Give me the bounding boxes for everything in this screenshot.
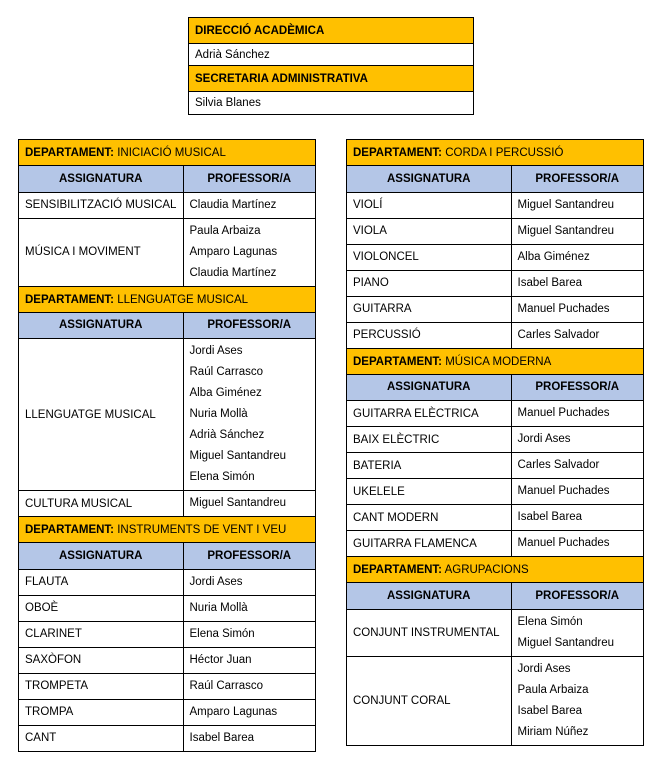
teacher-cell (511, 427, 643, 453)
table-row (19, 569, 315, 595)
teacher-name: Elena Simón (189, 627, 255, 640)
teacher-name: Miguel Santandreu (517, 198, 615, 211)
teacher-name: Manuel Puchades (517, 407, 610, 419)
subject-cell: UKELELE (347, 479, 511, 505)
right-column (346, 139, 644, 746)
department-header-llenguatge-musical (19, 287, 315, 313)
direction-box (188, 17, 474, 115)
teacher-name: Raúl Carrasco (189, 366, 263, 378)
teacher-name: Amparo Lagunas (189, 245, 278, 258)
column-header-teacher: PROFESSOR/A (511, 375, 643, 401)
column-header-subject: ASSIGNATURA (19, 313, 183, 339)
table-row (19, 218, 315, 286)
teacher-cell (183, 595, 315, 621)
subject-cell: OBOÈ (19, 595, 183, 621)
teacher-name: Carles Salvador (517, 459, 600, 471)
teacher-name: Nuria Mollà (189, 408, 248, 420)
subject-cell: GUITARRA (347, 296, 511, 322)
teacher-name: Elena Simón (189, 471, 255, 483)
teacher-name: Carles Salvador (517, 328, 600, 341)
column-header-teacher: PROFESSOR/A (183, 166, 315, 192)
department-name: CORDA I PERCUSSIÓ (445, 147, 564, 159)
teacher-name: Paula Arbaiza (517, 683, 589, 696)
teacher-cell (511, 531, 643, 557)
table-row (347, 401, 643, 427)
table-row (19, 725, 315, 751)
subject-cell: VIOLA (347, 218, 511, 244)
teacher-name: Amparo Lagunas (189, 705, 278, 718)
teacher-cell (183, 673, 315, 699)
subject-cell: CLARINET (19, 621, 183, 647)
teacher-cell (511, 244, 643, 270)
teacher-name: Alba Giménez (517, 250, 590, 263)
department-prefix: DEPARTAMENT: (353, 147, 443, 159)
teacher-cell (511, 218, 643, 244)
teacher-name: Elena Simón (517, 615, 583, 628)
teacher-cell (511, 401, 643, 427)
teacher-name: Manuel Puchades (517, 537, 610, 549)
teacher-name: Jordi Ases (189, 345, 243, 357)
table-row (19, 595, 315, 621)
subject-cell: BATERIA (347, 453, 511, 479)
department-name: INSTRUMENTS DE VENT I VEU (117, 524, 287, 536)
department-name: MÚSICA MODERNA (445, 355, 552, 368)
subject-cell: MÚSICA I MOVIMENT (19, 218, 183, 286)
teacher-cell (183, 569, 315, 595)
table-header-row (347, 166, 643, 192)
table-row (19, 673, 315, 699)
teacher-name: Manuel Puchades (517, 302, 610, 315)
teacher-cell (511, 609, 643, 656)
table-header-row (19, 543, 315, 569)
table-row (347, 453, 643, 479)
teacher-name: Jordi Ases (517, 433, 571, 445)
department-table (19, 166, 315, 287)
department-table (19, 543, 315, 751)
department-table (347, 166, 643, 349)
subject-cell: GUITARRA FLAMENCA (347, 531, 511, 557)
table-row (19, 339, 315, 491)
table-row (19, 192, 315, 218)
department-header-instruments-de-vent-i-veu (19, 517, 315, 543)
teacher-cell (183, 192, 315, 218)
department-name: LLENGUATGE MUSICAL (117, 293, 249, 306)
teacher-cell (183, 647, 315, 673)
column-header-subject: ASSIGNATURA (347, 583, 511, 609)
teacher-cell (511, 656, 643, 745)
column-header-teacher: PROFESSOR/A (511, 166, 643, 192)
subject-cell: CANT MODERN (347, 505, 511, 531)
teacher-cell (183, 725, 315, 751)
subject-cell: TROMPA (19, 699, 183, 725)
column-header-teacher: PROFESSOR/A (183, 313, 315, 339)
department-header-iniciacio-musical (19, 140, 315, 166)
academic-direction-header: DIRECCIÓ ACADÈMICA (189, 18, 473, 44)
teacher-name: Adrià Sánchez (189, 429, 265, 441)
left-column (18, 139, 316, 752)
table-row (347, 427, 643, 453)
teacher-cell (183, 339, 315, 491)
teacher-name: Isabel Barea (517, 276, 583, 289)
teacher-cell (511, 505, 643, 531)
table-row (347, 244, 643, 270)
table-row (347, 296, 643, 322)
teacher-name: Miriam Núñez (517, 725, 589, 738)
teacher-name: Claudia Martínez (189, 266, 277, 279)
teacher-cell (511, 296, 643, 322)
department-header-corda-i-percussio (347, 140, 643, 166)
subject-cell: SAXÒFON (19, 647, 183, 673)
subject-cell: VIOLÍ (347, 192, 511, 218)
subject-cell: FLAUTA (19, 569, 183, 595)
department-name: AGRUPACIONS (444, 564, 529, 576)
table-row (347, 609, 643, 656)
teacher-name: Miguel Santandreu (189, 450, 287, 462)
subject-cell: PERCUSSIÓ (347, 322, 511, 348)
department-prefix: DEPARTAMENT: (25, 524, 115, 536)
table-row (19, 491, 315, 517)
table-row (347, 479, 643, 505)
subject-cell: TROMPETA (19, 673, 183, 699)
teacher-name: Isabel Barea (517, 511, 583, 523)
department-prefix: DEPARTAMENT: (25, 293, 115, 306)
department-table (347, 375, 643, 558)
department-table (19, 313, 315, 518)
subject-cell: PIANO (347, 270, 511, 296)
academic-director-name: Adrià Sánchez (189, 44, 473, 66)
teacher-name: Jordi Ases (189, 575, 243, 588)
teacher-cell (183, 218, 315, 286)
teacher-name: Jordi Ases (517, 662, 571, 675)
department-table (347, 583, 643, 745)
teacher-cell (183, 699, 315, 725)
teacher-name: Nuria Mollà (189, 601, 248, 614)
teacher-name: Héctor Juan (189, 653, 252, 666)
column-header-teacher: PROFESSOR/A (511, 583, 643, 609)
subject-cell: VIOLONCEL (347, 244, 511, 270)
teacher-cell (511, 479, 643, 505)
teacher-cell (511, 322, 643, 348)
teacher-name: Alba Giménez (189, 387, 262, 399)
teacher-name: Raúl Carrasco (189, 679, 263, 692)
table-header-row (347, 375, 643, 401)
department-name: INICIACIÓ MUSICAL (117, 147, 226, 159)
column-header-teacher: PROFESSOR/A (183, 543, 315, 569)
table-row (19, 699, 315, 725)
teacher-cell (511, 270, 643, 296)
teacher-cell (511, 192, 643, 218)
teacher-name: Paula Arbaiza (189, 224, 261, 237)
teacher-name: Manuel Puchades (517, 485, 610, 497)
teacher-name: Miguel Santandreu (517, 636, 615, 649)
department-prefix: DEPARTAMENT: (353, 564, 443, 576)
column-header-subject: ASSIGNATURA (19, 543, 183, 569)
subject-cell: SENSIBILITZACIÓ MUSICAL (19, 192, 183, 218)
table-row (347, 505, 643, 531)
department-header-agrupacions (347, 557, 643, 583)
table-row (19, 647, 315, 673)
table-row (347, 218, 643, 244)
department-prefix: DEPARTAMENT: (25, 147, 115, 159)
teacher-cell (511, 453, 643, 479)
subject-cell: CANT (19, 725, 183, 751)
column-header-subject: ASSIGNATURA (347, 166, 511, 192)
table-row (347, 192, 643, 218)
column-header-subject: ASSIGNATURA (347, 375, 511, 401)
column-header-subject: ASSIGNATURA (19, 166, 183, 192)
table-row (347, 531, 643, 557)
table-header-row (19, 166, 315, 192)
subject-cell: CONJUNT CORAL (347, 656, 511, 745)
subject-cell: CONJUNT INSTRUMENTAL (347, 609, 511, 656)
teacher-name: Miguel Santandreu (189, 497, 287, 509)
teacher-name: Isabel Barea (517, 704, 583, 717)
teacher-cell (183, 491, 315, 517)
table-row (19, 621, 315, 647)
table-header-row (19, 313, 315, 339)
teacher-cell (183, 621, 315, 647)
department-header-musica-moderna (347, 349, 643, 375)
administrative-secretary-name: Silvia Blanes (195, 97, 261, 109)
teacher-name: Miguel Santandreu (517, 224, 615, 237)
subject-cell: GUITARRA ELÈCTRICA (347, 401, 511, 427)
subject-cell: BAIX ELÈCTRIC (347, 427, 511, 453)
subject-cell: CULTURA MUSICAL (19, 491, 183, 517)
teacher-name: Claudia Martínez (189, 198, 277, 211)
table-row (347, 270, 643, 296)
department-prefix: DEPARTAMENT: (353, 355, 443, 368)
table-header-row (347, 583, 643, 609)
administrative-secretary-header: SECRETARIA ADMINISTRATIVA (189, 66, 473, 92)
table-row (347, 656, 643, 745)
table-row (347, 322, 643, 348)
teacher-name: Isabel Barea (189, 731, 255, 744)
subject-cell: LLENGUATGE MUSICAL (19, 339, 183, 491)
